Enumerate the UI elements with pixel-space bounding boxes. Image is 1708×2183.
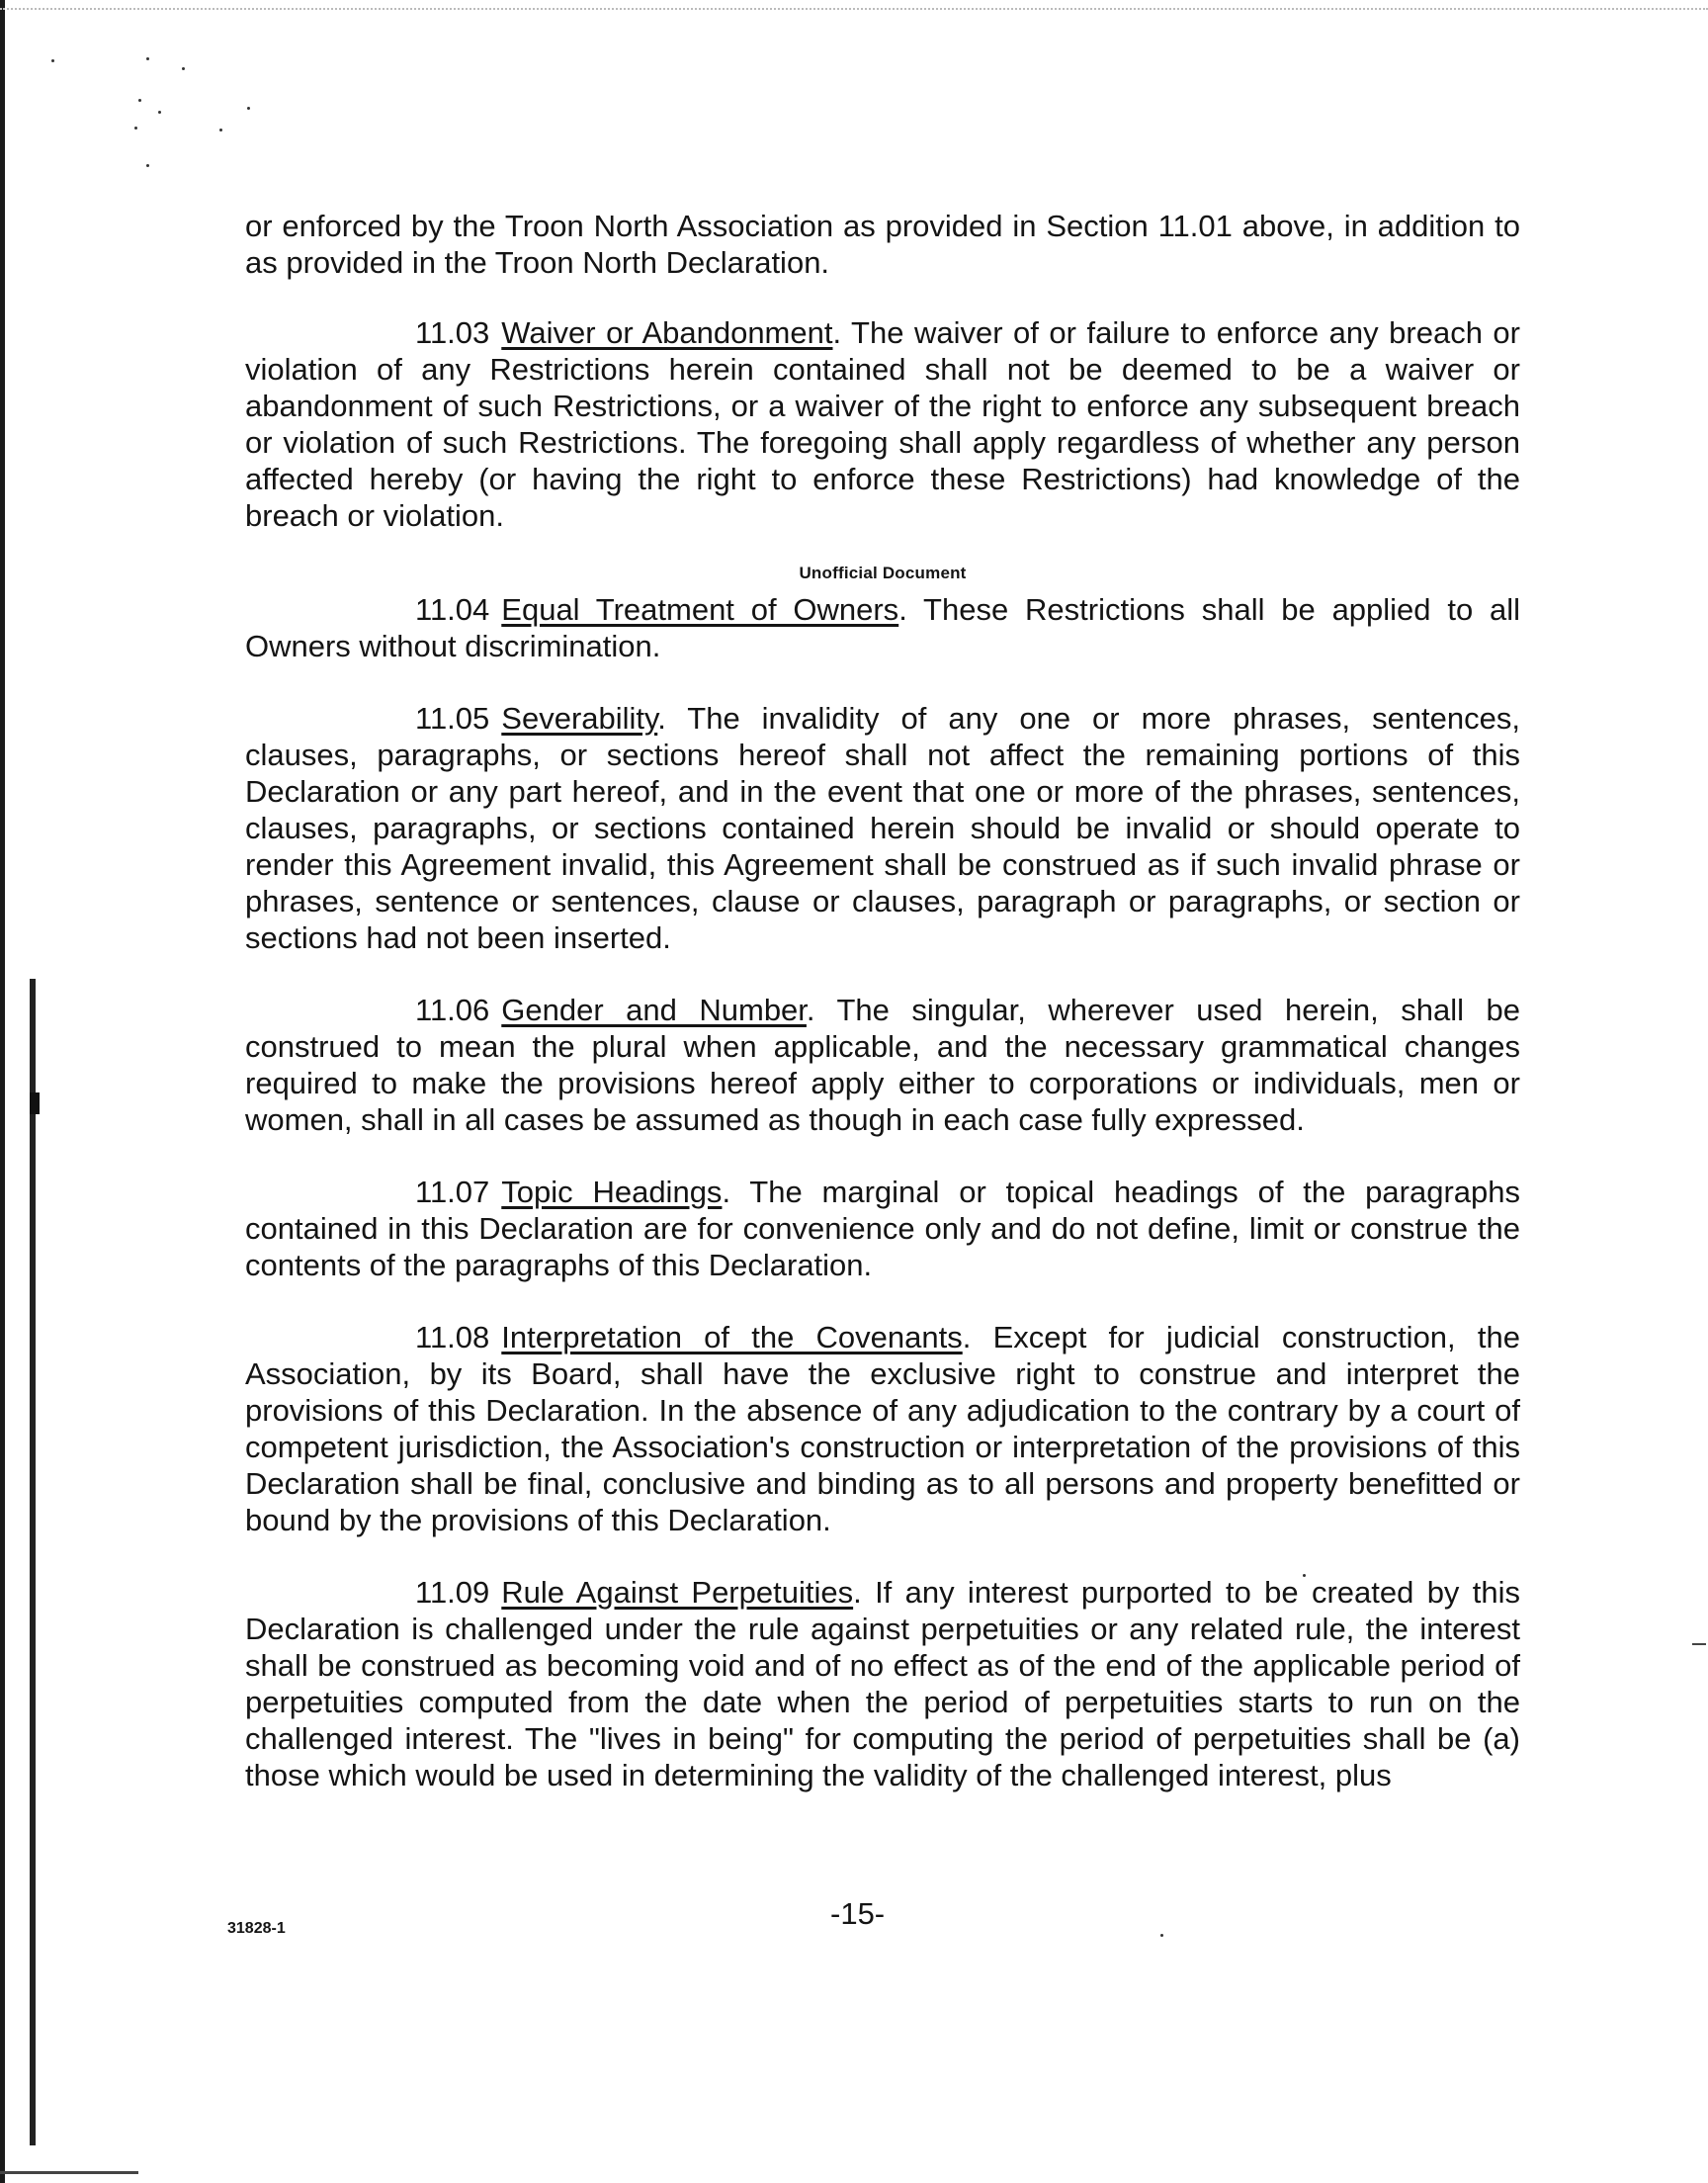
- section-heading: Rule Against Perpetuities: [501, 1575, 854, 1610]
- scan-margin-mark: [30, 1092, 40, 1114]
- scan-speck: [138, 99, 141, 102]
- section-heading: Severability: [501, 701, 658, 736]
- section-body: The singular, wherever used herein, shall be construed to mean the plural when applicable, and the necessary grammatical changes required to make the provisions hereof apply either to corporations or individuals, men or women, shall in all cases be assumed as though in each case fully expressed.: [245, 993, 1520, 1137]
- scan-speck: [247, 107, 250, 110]
- scan-speck: [51, 59, 54, 62]
- section-11-09: 11.09 Rule Against Perpetuities. If any interest purported to be created by this Declaration is challenged under the rule against perpetuities or any related rule, the interest shall be construed as becoming void and of no effect as of the end of the applicable period of perpetuities computed from the date when the period of perpetuities starts to run on the challenged interest. The "lives in being" for computing the period of perpetuities shall be (a) those which would be used in determining the validity of the challenged interest, plus: [245, 1575, 1521, 1792]
- section-11-05: 11.05 Severability. The invalidity of any one or more phrases, sentences, clauses, paragraphs, or sections hereof shall not affect the remaining portions of this Declaration or any part hereof, and in the event that one or more of the phrases, sentences, clauses, paragraphs, or sections contained herein should be invalid or should operate to render this Agreement invalid, this Agreement shall be construed as if such invalid phrase or phrases, sentence or sentences, clause or clauses, paragraph or paragraphs, or section or sections had not been inserted.: [245, 701, 1521, 955]
- document-body: [245, 208, 1520, 1829]
- page-number: -15-: [830, 1896, 886, 1931]
- section-11-07: 11.07 Topic Headings. The marginal or topical headings of the paragraphs contained in this Declaration are for convenience only and do not define, limit or construe the contents of the paragraphs of this Declaration.: [245, 1175, 1520, 1282]
- document-id: 31828-1: [227, 1920, 286, 1937]
- section-heading: Waiver or Abandonment: [501, 315, 833, 350]
- section-number: 11.06: [415, 993, 490, 1027]
- unofficial-watermark: Unofficial Document: [799, 564, 967, 582]
- scan-speck: [146, 57, 149, 60]
- section-body: Except for judicial construction, the Association, by its Board, shall have the exclusive right to construe and interpret the provisions of this Declaration. In the absence of any adjudication to the contrary by a court of competent jurisdiction, the Association's construction or interpretation of the provisions of this Declaration shall be final, conclusive and binding as to all persons and property benefitted or bound by the provisions of this Declaration.: [245, 1320, 1520, 1537]
- section-11-06: 11.06 Gender and Number. The singular, wherever used herein, shall be construed to mean the plural when applicable, and the necessary grammatical changes required to make the provisions hereof apply either to corporations or individuals, men or women, shall in all cases be assumed as though in each case fully expressed.: [245, 993, 1520, 1137]
- section-number: 11.03: [415, 315, 490, 350]
- section-11-08: 11.08 Interpretation of the Covenants. Except for judicial construction, the Association, by its Board, shall have the exclusive right to construe and interpret the provisions of this Declaration. In the absence of any adjudication to the contrary by a court of competent jurisdiction, the Association's construction or interpretation of the provisions of this Declaration shall be final, conclusive and binding as to all persons and property benefitted or bound by the provisions of this Declaration.: [245, 1320, 1520, 1537]
- scan-margin-bar: [30, 979, 36, 2145]
- section-body: The waiver of or failure to enforce any breach or violation of any Restrictions herein contained shall not be deemed to be a waiver or abandonment of such Restrictions, or a waiver of the right to enforce any subsequent breach or violation of such Restrictions. The foregoing shall apply regardless of whether any person affected hereby (or having the right to enforce these Restrictions) had knowledge of the breach or violation.: [245, 315, 1520, 533]
- section-11-04: 11.04 Equal Treatment of Owners. These Restrictions shall be applied to all Owners without discrimination.: [245, 592, 1521, 663]
- intro-paragraph: or enforced by the Troon North Association as provided in Section 11.01 above, in addition to as provided in the Troon North Declaration.: [245, 209, 1520, 280]
- scan-left-edge: [0, 0, 5, 2183]
- section-heading: Equal Treatment of Owners: [501, 592, 899, 627]
- section-number: 11.09: [415, 1575, 490, 1610]
- section-heading: Interpretation of the Covenants: [501, 1320, 963, 1354]
- scan-speck: [182, 67, 185, 70]
- scan-speck: [146, 164, 149, 167]
- section-11-03: 11.03 Waiver or Abandonment. The waiver of or failure to enforce any breach or violation of any Restrictions herein contained shall not be deemed to be a waiver or abandonment of such Restrictions, or a waiver of the right to enforce any subsequent breach or violation of such Restrictions. The foregoing shall apply regardless of whether any person affected hereby (or having the right to enforce these Restrictions) had knowledge of the breach or violation.: [245, 315, 1520, 533]
- scan-right-mark: [1692, 1643, 1706, 1645]
- scan-speck: [219, 129, 222, 131]
- scan-top-line: [0, 8, 1708, 12]
- section-number: 11.05: [415, 701, 490, 736]
- section-heading: Topic Headings: [501, 1175, 723, 1209]
- scan-speck: [134, 127, 137, 130]
- section-number: 11.08: [415, 1320, 490, 1354]
- scan-speck: [158, 111, 161, 114]
- section-heading: Gender and Number: [501, 993, 807, 1027]
- section-number: 11.07: [415, 1175, 490, 1209]
- section-body: The invalidity of any one or more phrases, sentences, clauses, paragraphs, or sections hereof shall not affect the remaining portions of this Declaration or any part hereof, and in the event that one or more of the phrases, sentences, clauses, paragraphs, or sections contained herein should be invalid or should operate to render this Agreement invalid, this Agreement shall be construed as if such invalid phrase or phrases, sentence or sentences, clause or clauses, paragraph or paragraphs, or section or sections had not been inserted.: [245, 701, 1521, 955]
- section-number: 11.04: [415, 592, 490, 627]
- scan-speck: [1160, 1934, 1163, 1937]
- section-body: The marginal or topical headings of the paragraphs contained in this Declaration are for convenience only and do not define, limit or construe the contents of the paragraphs of this Declaration.: [245, 1175, 1520, 1282]
- scan-bottom-line: [0, 2171, 138, 2174]
- section-body: These Restrictions shall be applied to all Owners without discrimination.: [245, 592, 1521, 663]
- section-body: If any interest purported to be created by this Declaration is challenged under the rule against perpetuities or any related rule, the interest shall be construed as becoming void and of no effect as of the end of the applicable period of perpetuities computed from the date when the period of perpetuities starts to run on the challenged interest. The "lives in being" for computing the period of perpetuities shall be (a) those which would be used in determining the validity of the challenged interest, plus: [245, 1575, 1521, 1792]
